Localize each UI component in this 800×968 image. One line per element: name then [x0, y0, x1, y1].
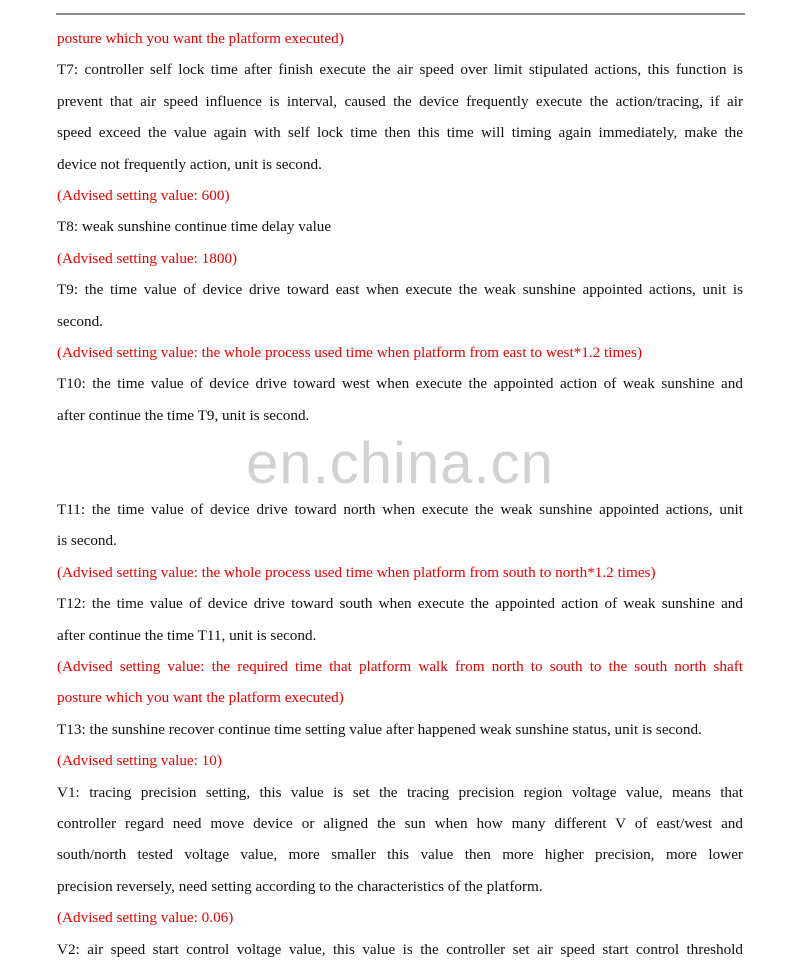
parameter-v1-description [57, 777, 743, 903]
text-line: is second. [57, 532, 117, 550]
text-line: south/north tested voltage value, more smaller this value then more higher precision, more lower [57, 846, 743, 864]
text-line: after continue the time T9, unit is second. [57, 406, 310, 424]
text-line: speed exceed the value again with self lock time then this time will timing again immediately, make the [57, 124, 743, 142]
text-line: (Advised setting value: 1800) [57, 249, 238, 267]
watermark-area [57, 431, 743, 497]
document-body [57, 23, 743, 965]
text-line: T10: the time value of device drive toward west when execute the appointed action of weak sunshine and [57, 375, 743, 393]
parameter-t10-description [57, 368, 743, 431]
text-line: second. [57, 312, 103, 330]
advised-value-note [57, 557, 743, 588]
parameter-t13-description [57, 714, 743, 745]
text-line: device not frequently action, unit is second. [57, 155, 322, 173]
text-line: T8: weak sunshine continue time delay value [57, 218, 332, 236]
text-line: T12: the time value of device drive toward south when execute the appointed action of weak sunshine and [57, 595, 743, 613]
header-divider [56, 13, 745, 15]
text-line: after continue the time T11, unit is second. [57, 626, 317, 644]
text-line: (Advised setting value: the whole process used time when platform from south to north*1.2 times) [57, 563, 656, 581]
text-line: controller regard need move device or aligned the sun when how many different V of east/west and [57, 814, 743, 832]
text-line: T7: controller self lock time after finish execute the air speed over limit stipulated actions, this function is [57, 61, 743, 79]
advised-value-note [57, 337, 743, 368]
advised-value-note [57, 243, 743, 274]
text-line: T13: the sunshine recover continue time setting value after happened weak sunshine status, unit is second. [57, 720, 702, 738]
watermark-text: en.china.cn [246, 431, 554, 497]
parameter-t7-description [57, 54, 743, 180]
advised-value-note [57, 745, 743, 776]
text-line: V1: tracing precision setting, this value is set the tracing precision region voltage value, means that [57, 783, 743, 801]
text-line: V2: air speed start control voltage value, this value is the controller set air speed start control threshold [57, 940, 743, 958]
parameter-t11-description [57, 494, 743, 557]
text-line: (Advised setting value: the required time that platform walk from north to south to the south north shaft [57, 658, 743, 676]
text-line: posture which you want the platform executed) [57, 30, 344, 47]
parameter-t8-description [57, 211, 743, 242]
parameter-t12-description [57, 588, 743, 651]
text-line: (Advised setting value: the whole process used time when platform from east to west*1.2 times) [57, 343, 643, 361]
advised-value-note [57, 651, 743, 714]
text-line: (Advised setting value: 10) [57, 752, 222, 770]
advised-value-note [57, 180, 743, 211]
text-line: T11: the time value of device drive toward north when execute the weak sunshine appointed actions, unit [57, 501, 743, 519]
text-line: T9: the time value of device drive toward east when execute the weak sunshine appointed actions, unit is [57, 281, 743, 299]
text-line: prevent that air speed influence is interval, caused the device frequently execute the action/tracing, if air [57, 92, 743, 110]
text-line: (Advised setting value: 0.06) [57, 909, 234, 927]
parameter-t9-description [57, 274, 743, 337]
text-line: precision reversely, need setting according to the characteristics of the platform. [57, 877, 543, 895]
text-line: posture which you want the platform executed) [57, 689, 344, 707]
text-line: (Advised setting value: 600) [57, 186, 230, 204]
parameter-v2-description [57, 934, 743, 965]
advised-value-note [57, 902, 743, 933]
advised-value-note [57, 23, 743, 54]
